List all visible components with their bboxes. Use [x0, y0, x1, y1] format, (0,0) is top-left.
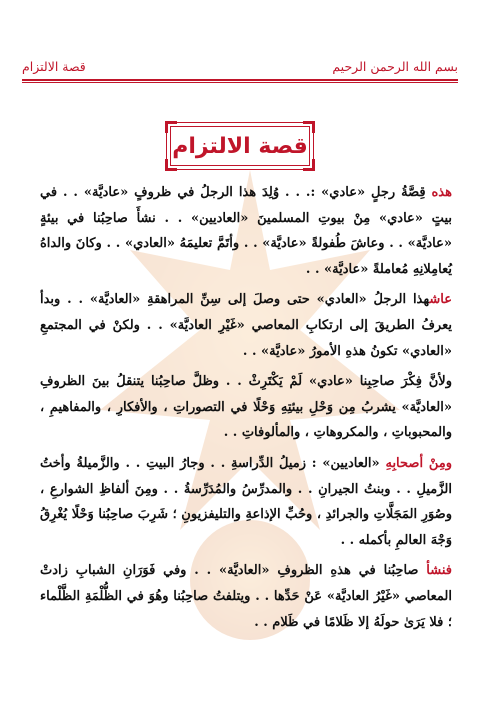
paragraph — [40, 180, 452, 282]
header-rule-thin — [22, 82, 458, 83]
running-header — [22, 52, 458, 80]
frame-corner-ornament — [303, 121, 315, 133]
frame-corner-ornament — [165, 159, 177, 171]
chapter-title-inner — [170, 126, 310, 166]
header-running-title: قصة الالتزام — [22, 58, 86, 74]
paragraph-text: هذا الرجلُ «العادي» حتى وصلَ إلى سِنِّ المراهقةِ «العاديَّة» . . وبدأ يعرفُ الطريقَ إلى ارتكابِ المعاصي «غَيْرِ العاديَّة» . . ولكنْ في المجتمعِ «العادي» تكونُ هذهِ الأمورُ «عاديَّة» . . — [40, 292, 452, 359]
header-rule — [22, 79, 458, 81]
paragraph — [40, 369, 452, 446]
body-text — [40, 180, 452, 640]
paragraph-text: «العاديين» : زميلُ الدِّراسةِ . . وجارُ البيتِ . . والزَّميلةُ وأختُ الزَّميلِ . . وبنتُ الجيرانِ . . والمدرِّسُ والمُدَرِّسةُ . . ومِنَ ألفاظِ الشوارعِ ، وصُوَرِ المَجَلَّاتِ والجرائدِ ، وحُبِّ الإذاعةِ والتليفزيونِ ؛ شَرِبَ صاحِبُنا وَحْلًا يُغْرِقُ وَجْهَ العالمِ بأكمله . . — [40, 455, 452, 548]
paragraph — [40, 287, 452, 364]
paragraph — [40, 451, 452, 553]
frame-corner-ornament — [303, 159, 315, 171]
chapter-title-frame — [166, 122, 314, 170]
paragraph-text: صاحِبُنا في هذهِ الظروفِ «العاديَّة» . . وفي فَوَرَانِ الشبابِ زادتْ المعاصي «غَيْرُ العاديَّة» عَنْ حَدِّها . . ويتلفتُ صاحِبُنا وهُوَ في الظُّلْمَةِ الظَّلْماء ؛ فلا يَرَىٰ حولَهُ إلا ظَلامًا في ظَلام . . — [40, 563, 452, 630]
paragraph — [40, 558, 452, 635]
header-basmala: بسم الله الرحمن الرحيم — [332, 58, 458, 74]
frame-corner-ornament — [165, 121, 177, 133]
paragraph-text: ولأنَّ فِكْرَ صاحِبِنا «عادي» لَمْ يَكْتَرِثْ . . وظلَّ صاحِبُنا يتنقلُ بينَ الظروفِ «العاديَّة» يشربُ مِن وَحْلِ بيئتِهِ وَحْلًا في التصوراتِ ، والأفكارِ ، والمفاهيمِ ، والمحبوباتِ ، والمكروهاتِ ، والمألوفاتِ . . — [40, 374, 452, 441]
paragraph-text: قِصَّةُ رجلٍ «عادي» :. . . وُلِدَ هذا الرجلُ في ظروفٍ «عاديَّة» . . في بيتٍ «عادي» مِنْ بيوتِ المسلمينَ «العاديين» . . نشأَ صاحِبُنا في بيئةٍ «عاديَّة» . . وعاشَ طُفولةً «عاديَّة» . . وأتَمَّ تعليمَهُ «العادي» . . وكانَ والداهُ يُعامِلانِهِ مُعاملةً «عاديَّة» . . — [40, 185, 452, 277]
chapter-title: قصة الالتزام — [172, 133, 308, 159]
paragraph-lead-word: عاش — [429, 292, 452, 308]
paragraph-lead-word: ومِنْ أصحابِهِ — [385, 455, 452, 471]
paragraph-lead-word: هذه — [431, 185, 452, 200]
paragraph-lead-word: فنشأ — [426, 563, 452, 579]
